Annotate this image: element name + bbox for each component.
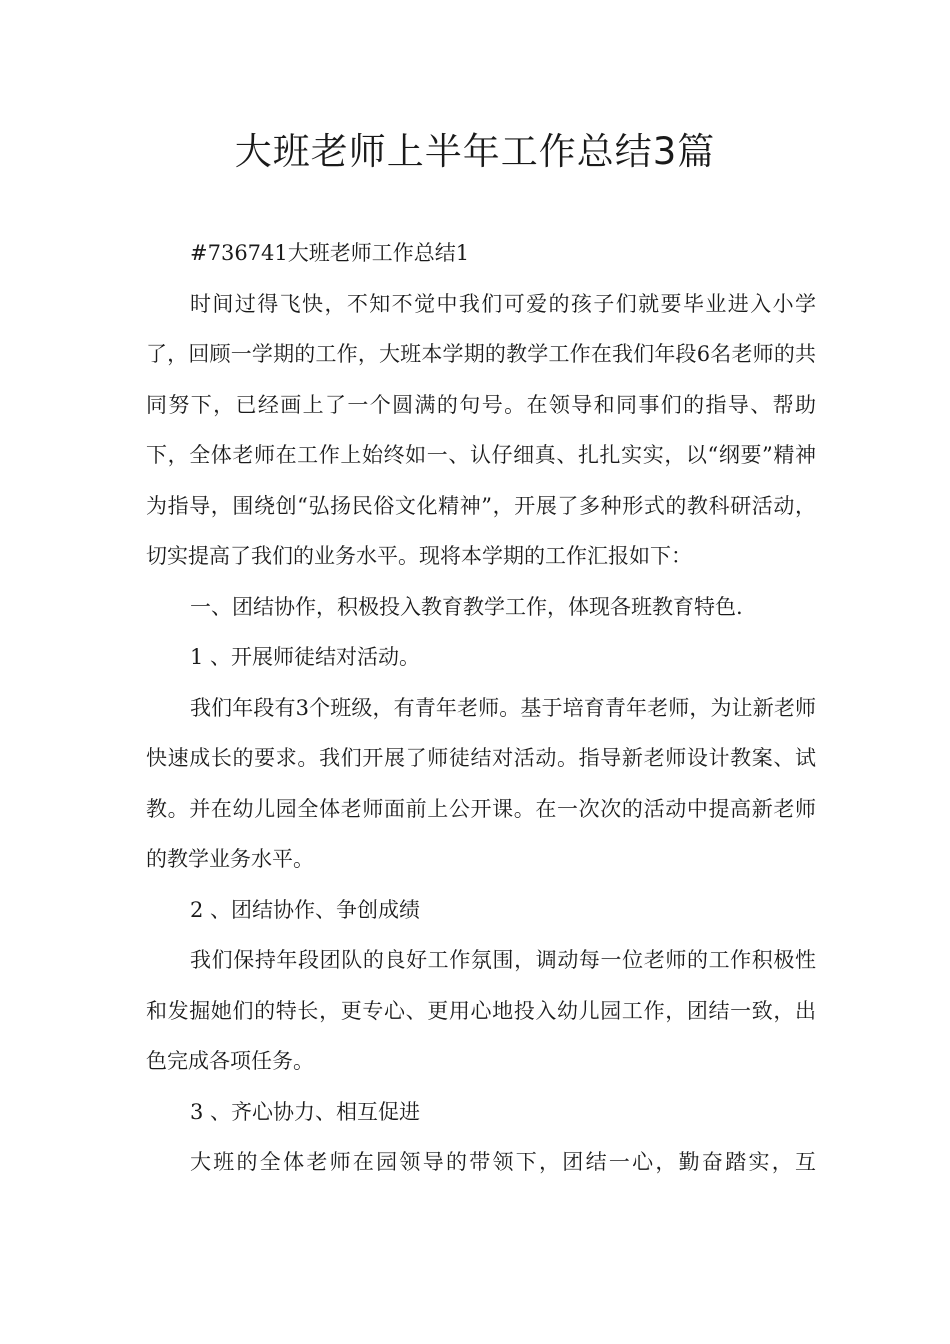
body-paragraph: 我们保持年段团队的良好工作氛围，调动每一位老师的工作积极性和发掘她们的特长，更专心、更用心地投入幼儿园工作，团结一致，出色完成各项任务。 — [146, 948, 816, 1073]
subsection-heading: 1 、开展师徒结对活动。 — [190, 645, 421, 669]
section-heading: #736741大班老师工作总结1 — [190, 241, 470, 265]
body-paragraph: 时间过得飞快，不知不觉中我们可爱的孩子们就要毕业进入小学了，回顾一学期的工作，大班本学期的教学工作在我们年段6名老师的共同努下，已经画上了一个圆满的句号。在领导和同事们的指导、帮助下，全体老师在工作上始终如一、认仔细真、扎扎实实，以“纲要”精神为指导，围绕创“弘扬民俗文化精神”，开展了多种形式的教科研活动，切实提高了我们的业务水平。现将本学期的工作汇报如下： — [146, 291, 816, 568]
body-paragraph: 大班的全体老师在园领导的带领下，团结一心，勤奋踏实，互 — [190, 1150, 816, 1174]
document-title: 大班老师上半年工作总结3篇 — [234, 130, 716, 173]
subsection-heading: 2 、团结协作、争创成绩 — [190, 897, 421, 922]
subsection-heading: 3 、齐心协力、相互促进 — [190, 1099, 421, 1124]
body-paragraph: 我们年段有3个班级，有青年老师。基于培育青年老师，为让新老师快速成长的要求。我们开展了师徒结对活动。指导新老师设计教案、试教。并在幼儿园全体老师面前上公开课。在一次次的活动中提高新老师的教学业务水平。 — [146, 695, 816, 871]
section-heading: 一、团结协作，积极投入教育教学工作，体现各班教育特色. — [190, 594, 743, 619]
document-body — [146, 228, 816, 1188]
